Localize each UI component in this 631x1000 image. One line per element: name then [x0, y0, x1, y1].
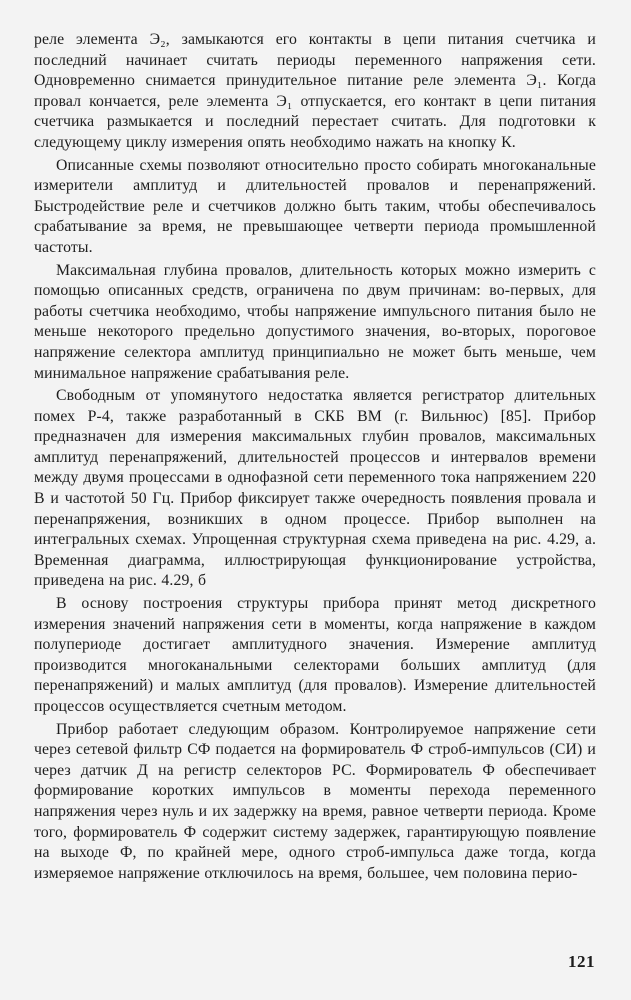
paragraph: Прибор работает следующим образом. Контролируемое напряжение сети через сетевой фильтр СФ подается на формирователь Ф строб-импульсов (СИ) и через датчик Д на регистр селекторов РС. Формирователь Ф обеспечивает формирование коротких импульсов в моменты перехода переменного напряжения через нуль и их задержку на время, равное четверти периода. Кроме того, формирователь Ф содержит систему задержек, гарантирующую появление на выходе Ф, по крайней мере, одного строб-импульса даже тогда, когда измеряемое напряжение отключилось на время, большее, чем половина перио-: [34, 720, 596, 882]
paragraph: Описанные схемы позволяют относительно просто собирать многоканальные измерители амплитуд и длительностей провалов и перенапряжений. Быстродействие реле и счетчиков должно быть таким, чтобы обеспечивалось срабатывание за время, не превышающее четверти периода промышленной частоты.: [34, 156, 596, 256]
paragraph: Максимальная глубина провалов, длительность которых можно измерить с помощью описанных средств, ограничена по двум причинам: во-первых, для работы счетчика необходимо, чтобы напряжение импульсного питания было не меньше некоторого предельно допустимого значения, во-вторых, пороговое напряжение селектора амплитуд принципиально не может быть меньше, чем минимальное напряжение срабатывания реле.: [34, 261, 596, 382]
paragraph: Свободным от упомянутого недостатка является регистратор длительных помех Р-4, также разработанный в СКБ ВМ (г. Вильнюс) [85]. Прибор предназначен для измерения максимальных глубин провалов, максимальных амплитуд перенапряжений, длительностей процессов и интервалов времени между двумя процессами в однофазной сети переменного тока напряжением 220 В и частотой 50 Гц. Прибор фиксирует также очередность появления провала и перенапряжения, возникших в одном процессе. Прибор выполнен на интегральных схемах. Упрощенная структурная схема приведена на рис. 4.29, а. Временная диаграмма, иллюстрирующая функционирование устройства, приведена на рис. 4.29, б: [34, 387, 596, 590]
page-number: 121: [568, 952, 595, 971]
page-body: [34, 30, 596, 884]
paragraph: В основу построения структуры прибора принят метод дискретного измерения значений напряжения сети в моменты, когда напряжение в каждом полупериоде достигает амплитудного значения. Измерение амплитуд производится многоканальными селекторами больших амплитуд (для перенапряжений) и малых амплитуд (для провалов). Измерение длительностей процессов осуществляется счетным методом.: [34, 595, 596, 715]
paragraph: реле элемента Э₂, замыкаются его контакты в цепи питания счетчика и последний начинает считать периоды переменного напряжения сети. Одновременно снимается принудительное питание реле элемента Э₁. Когда провал кончается, реле элемента Э₁ отпускается, его контакт в цепи питания счетчика размыкается и последний перестает считать. Для подготовки к следующему циклу измерения опять необходимо нажать на кнопку К.: [34, 31, 596, 151]
